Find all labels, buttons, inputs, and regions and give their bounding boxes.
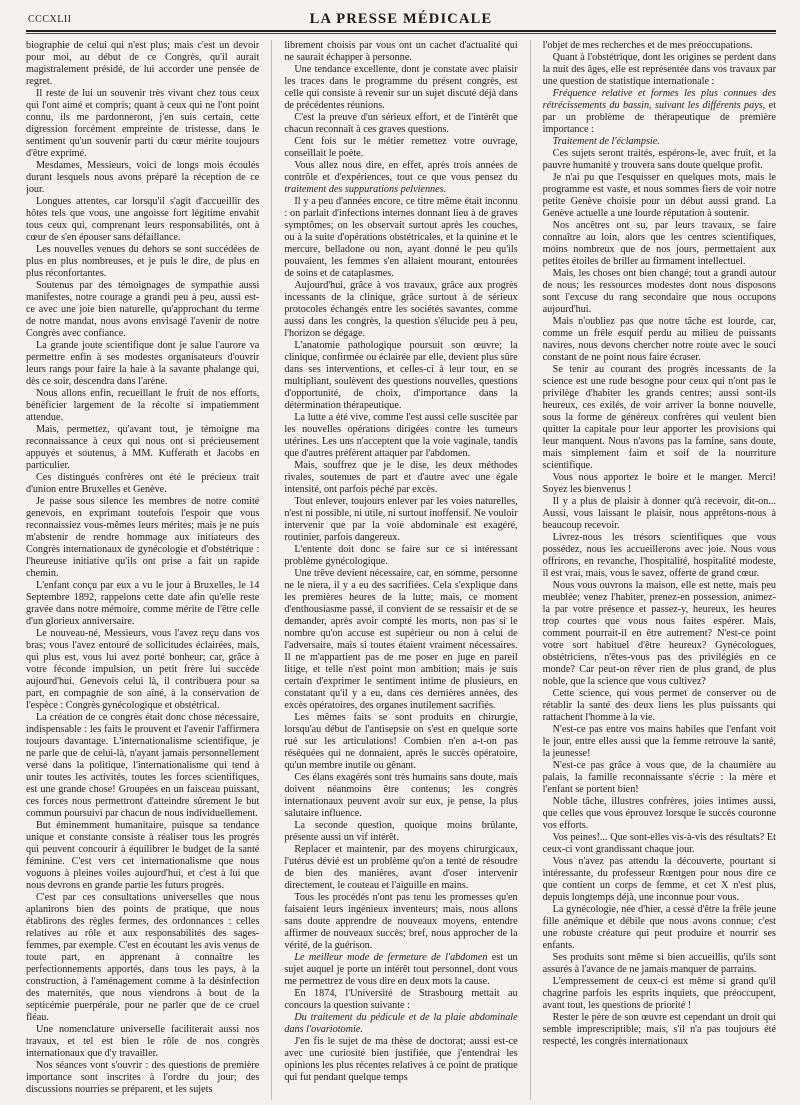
paragraph: But éminemment humanitaire, puisque sa tendance unique et constante consiste à réaliser tous les progrès qui peuvent concourir à équilibrer le budget de la santé féminine. C'est vers cet internationalisme que nous voguons à pleines voiles aujourd'hui, et c'est à lui que nous devrons en grande partie les futurs progrès.: [26, 820, 260, 891]
paragraph: Une nomenclature universelle faciliterait aussi nos travaux, et tel est bien le rôle de nos congrès internationaux que d'y travailler.: [26, 1024, 260, 1059]
paragraph: Mais n'oubliez pas que notre tâche est lourde, car, comme un frêle esquif perdu au milieu de puissants navires, nous devons chercher notre route avec le souci constant de ne point nous faire écraser.: [542, 316, 776, 363]
page-header: [26, 8, 776, 30]
paragraph: Une tendance excellente, dont je constate avec plaisir les traces dans le programme du présent congrès, est celle qui consiste à revenir sur un sujet discuté déjà dans de précédentes réunions.: [284, 64, 518, 111]
paragraph: L'entente doit donc se faire sur ce si intéressant problème gynécologique.: [284, 544, 518, 567]
paragraph: [543, 88, 776, 136]
journal-title: LA PRESSE MÉDICALE: [309, 11, 493, 27]
paragraph: L'anatomie pathologique poursuit son œuvre; la clinique, confirmée ou éclairée par elle, devient plus sûre dans ses interventions, et celles-ci à leur tour, en se multipliant, soulèvent des questions nouvelles, questions d'opportunité, de choix, d'importance dans la détermination thérapeutique.: [284, 340, 518, 411]
paragraph: Ces sujets seront traités, espérons-le, avec fruit, et la pauvre humanité y trouvera sans doute quelque profit.: [542, 148, 776, 171]
paragraph: Tous les procédés n'ont pas tenu les promesses qu'en faisaient leurs ingénieux inventeurs; mais, nous allons sans doute apprendre de nouveaux moyens, entendre affirmer de nouveaux succès; bref, nous approcher de la vérité, de la guérison.: [284, 892, 518, 951]
column-3: [543, 40, 776, 1100]
paragraph: Le nouveau-né, Messieurs, vous l'avez reçu dans vos bras; vous l'avez entouré de sollicitudes éclairées, mais, qui plus est, vous lui avez porté bonheur; car, grâce à votre féconde impulsion, un petit frère lui succède aujourd'hui. Genevois celui là, il contribuera pour sa part, en compagnie de son aîné, à la conservation de l'espèce : Congrès gynécologique et obstétrical.: [26, 628, 260, 711]
paragraph: La création de ce congrès était donc chose nécessaire, indispensable : les faits le prouvent et l'avenir l'affirmera toujours davantage. L'internationalisme scientifique, je ne parle que de celui-là, n'ayant jamais personnellement versé dans la politique, l'internationalisme qui tend à unir toutes les activités, toutes les forces scientifiques, est une grande chose! Groupées en un faisceau puissant, ces forces nous permettront d'atteindre sûrement le but commun poursuivi par chacun de nous individuellement.: [26, 712, 260, 819]
paragraph: Rester le père de son œuvre est cependant un droit qui semble imprescriptible; mais, s'il n'a pas toujours été respecté, les congrès internationaux: [542, 1012, 776, 1047]
paragraph: Vous n'avez pas attendu la découverte, pourtant si intéressante, du professeur Rœntgen pour nous dire ce que contient un corps de femme, et cet X n'est plus, depuis longtemps déjà, une inconnue pour vous.: [542, 856, 776, 903]
paragraph: Soutenus par des témoignages de sympathie aussi manifestes, notre courage a grandi peu à peu, aussi est-ce avec une joie bien naturelle, qu'approchant du terme de notre mandat, nous avons envisagé l'avenir de notre Congrès avec confiance.: [26, 280, 260, 339]
paragraph: Cent fois sur le métier remettez votre ouvrage, conseillait le poète.: [284, 136, 518, 159]
paragraph: Vous nous apportez le boire et le manger. Merci! Soyez les bienvenus !: [542, 472, 776, 495]
paragraph: Une trêve devient nécessaire, car, en somme, personne ne le niera, il y a eu des sacrifiées. Cela s'explique dans les premières heures de la lutte; mais, ce moment d'enthousiasme passé, il convient de se ressaisir et de se demander, après avoir compté les morts, non pas si le nombre qu'on accuse est supérieur ou non à celui de l'adversaire, mais si toutes étaient vraiment nécessaires. Il ne m'appartient pas de me poser en juge en pareil litige, et telle n'est point mon ambition; mais je suis certain d'exprimer le sentiment intime de plusieurs, en constatant qu'il y a eu, dans ces dernières années, des excès opératoires, des organes inutilement sacrifiés.: [284, 568, 518, 711]
paragraph: Nous allons enfin, recueillant le fruit de nos efforts, bénéficier largement de la récolte si impatiemment attendue.: [26, 388, 260, 423]
column-divider: [271, 40, 272, 1100]
column-1: [26, 40, 259, 1100]
paragraph: Mais, permettez, qu'avant tout, je témoigne ma reconnaissance à ceux qui nous ont si précieusement appuyés et soutenus, à MM. Kufferath et Jacobs en particulier.: [26, 424, 260, 471]
paragraph: Je n'ai pu que l'esquisser en quelques mots, mais le programme est vaste, et nous sommes fiers de voir notre petite Genève choisie pour un début aussi grand. La Genève actuelle a une lourde réputation à soutenir.: [542, 172, 776, 219]
paragraph: N'est-ce pas entre vos mains habiles que l'enfant voit le jour, entre elles aussi que la femme retrouve la santé, la jeunesse!: [542, 724, 776, 759]
paragraph: Quant à l'obstétrique, dont les origines se perdent dans la nuit des âges, elle est représentée dans vos travaux par une question de statistique internationale :: [542, 52, 776, 87]
paragraph: La grande joute scientifique dont je salue l'aurore va permettre enfin à ses modestes organisateurs d'ouvrir leurs rangs pour faire la haie à la savante phalange qui, dès ce soir, descendra dans l'arène.: [26, 340, 260, 387]
paragraph: J'en fis le sujet de ma thèse de doctorat; aussi est-ce avec une curiosité bien justifiée, que j'entendrai les opinions les plus récentes relatives à ce point de pratique qui fut pendant quelque temps: [284, 1036, 518, 1083]
italic-phrase: Le meilleur mode de fermeture de l'abdomen: [294, 952, 488, 963]
column-2: [284, 40, 517, 1100]
paragraph-text: Vous allez nous dire, en effet, après trois années de contrôle et d'expériences, tout ce que vous pensez du: [284, 160, 518, 183]
paragraph: Il y a plus de plaisir à donner qu'à recevoir, dit-on... Aussi, vous laissant le plaisir, nous apprêtons-nous à beaucoup recevoir.: [542, 496, 776, 531]
paragraph: C'est par ces consultations universelles que nous aplanirons bien des points de pratique, que nous établirons des règles fermes, des ordonnances : celles relatives au rôle et aux responsabilités des sages-femmes, par exemple. C'est en écoutant les avis venus de toute part, en apprenant à connaître les perfectionnements apportés, dans tous les pays, à la construction, à l'aménagement comme à la désinfection des maternités, que nous viendrons à bout de la septicémie puerpérale, pour ne parler que de ce cruel fléau.: [26, 892, 260, 1023]
paragraph: Tout enlever, toujours enlever par les voies naturelles, n'est ni possible, ni utile, ni surtout inoffensif. Ne vouloir intervenir que par la voie abdominale est exagéré, routinier, parfois dangereux.: [284, 496, 518, 543]
paragraph: librement choisis par vous ont un cachet d'actualité qui ne saurait échapper à personne.: [284, 40, 518, 63]
paragraph: L'empressement de ceux-ci est même si grand qu'il chagrine parfois les esprits inquiets, que préoccupent, avant tout, les questions de priorité !: [542, 976, 776, 1011]
paragraph: Ses produits sont même si bien accueillis, qu'ils sont assurés à l'avance de ne jamais manquer de parrains.: [542, 952, 776, 975]
paragraph-text: et par un problème de thérapeutique de première importance :: [542, 100, 776, 135]
paragraph: Nous vous ouvrons la maison, elle est nette, mais peu meublée; venez l'habiter, prenez-en possession, animez-la par votre présence et passez-y, heureux, les heures trop courtes que vous nous faites espérer. Mais, comment pourrait-il en être autrement? N'est-ce point votre sort habituel d'être heureux? Gynécologues, obstétriciens, n'êtes-vous pas des privilégiés en ce monde? Car peut-on rêver rien de plus grand, de plus noble, que la science que vous cultivez?: [542, 580, 776, 687]
paragraph: Vos peines!... Que sont-elles vis-à-vis des résultats? Et ceux-ci vont grandissant chaque jour.: [542, 832, 776, 855]
paragraph: En 1874, l'Université de Strasbourg mettait au concours la question suivante :: [284, 988, 518, 1011]
paragraph: Cette science, qui vous permet de conserver ou de rétablir la santé des deux liens les plus puissants qui rattachent l'homme à la vie.: [542, 688, 776, 723]
paragraph: Livrez-nous les trésors scientifiques que vous possédez, nous les accueillerons avec joie. Nous vous offrirons, en revanche, l'hospitalité, hospitalité modeste, il est vrai, mais, vous le savez, offerte de grand cœur.: [542, 532, 776, 579]
paragraph: Nos ancêtres ont su, par leurs travaux, se faire connaître au loin, alors que les centres scientifiques, moins nombreux que de nos jours, permettaient aux petites étoiles de briller au firmament intellectuel.: [542, 220, 776, 267]
paragraph: Ces élans exagérés sont très humains sans doute, mais doivent néanmoins être contenus; les congrès internationaux peuvent avoir sur eux, je pense, la plus salutaire influence.: [284, 772, 518, 819]
paragraph: Mesdames, Messieurs, voici de longs mois écoulés durant lesquels nous avons préparé la réception de ce jour.: [26, 160, 260, 195]
paragraph: L'enfant conçu par eux a vu le jour à Bruxelles, le 14 Septembre 1892, rappelons cette date afin qu'elle reste gravée dans notre mémoire, comme mérite de l'être celle d'un glorieux anniversaire.: [26, 580, 260, 627]
page-folio: CCCXLII: [28, 14, 72, 25]
paragraph-italic: Traitement de l'éclampsie.: [552, 136, 660, 147]
paragraph: Replacer et maintenir, par des moyens chirurgicaux, l'utérus dévié est un problème qu'on a tenté de résoudre de bien des manières, avant d'oser intervenir directement, le couteau et l'aiguille en mains.: [284, 844, 518, 891]
italic-phrase: traitement des suppurations pelviennes.: [284, 184, 447, 195]
paragraph: Se tenir au courant des progrès incessants de la science est une rude besogne pour ceux qui n'ont pas le privilège d'habiter les grands centres; aussi sont-ils heureux, ces exilés, de voir arriver la bonne nouvelle, sous la forme de généreux confrères qui veulent bien quitter la capitale pour leur apporter les provisions qui leur manquent. Nous n'avons pas la famine, sans doute, mais simplement faim et soif de la nourriture scientifique.: [542, 364, 776, 471]
paragraph: l'objet de mes recherches et de mes préoccupations.: [542, 40, 753, 51]
paragraph: Mais, souffrez que je le dise, les deux méthodes rivales, soutenues de part et d'autre avec une égale intensité, ont parfois péché par excès.: [284, 460, 518, 495]
paragraph: Mais, les choses ont bien changé; tout a grandi autour de nous; les ressources modestes dont nous disposons sont l'excuse du rang secondaire que nous occupons aujourd'hui.: [542, 268, 776, 315]
paragraph: [284, 952, 517, 988]
paragraph: [284, 160, 517, 196]
header-rule: [26, 30, 776, 34]
paragraph: La lutte a été vive, comme l'est aussi celle suscitée par les nouvelles opérations dirigées contre les tumeurs utérines. Les uns n'acceptent que la voie vaginale, tandis que d'autres préfèrent attaquer par l'abdomen.: [284, 412, 518, 459]
paragraph: Il y a peu d'années encore, ce titre même était inconnu : on parlait d'infections internes donnant lieu à de graves symptômes; on les observait surtout après les couches, ou à la suite d'opérations obstétricales, et la quinine et le mercure, belladone ou non, ayant donné le peu qu'ils pouvaient, les femmes s'en allaient mourant, entourées de soins et de cataplasmes.: [284, 196, 518, 279]
paragraph: Noble tâche, illustres confrères, joies intimes aussi, que celles que vous éprouvez lorsque le succès couronne vos efforts.: [542, 796, 776, 831]
paragraph: Aujourd'hui, grâce à vos travaux, grâce aux progrès incessants de la clinique, grâce surtout à de sérieux protocoles échangés entre les sociétés savantes, comme aussi dans les congrès, la question s'élucide peu à peu, l'horizon se dégage.: [284, 280, 518, 339]
paragraph: Ces distingués confrères ont été le précieux trait d'union entre Bruxelles et Genève.: [26, 472, 260, 495]
paragraph: N'est-ce pas grâce à vous que, de la chaumière au palais, la famille reconnaissante s'écrie : la mère et l'enfant se portent bien!: [542, 760, 776, 795]
paragraph: Les mêmes faits se sont produits en chirurgie, lorsqu'au début de l'antisepsie on s'est en quelque sorte rué sur les articulations! Combien n'en a-t-on pas réséquées qui ne donnaient, après le succès opératoire, qu'un membre inutile ou gênant.: [284, 712, 518, 771]
paragraph-italic: Du traitement du pédicule et de la plaie abdominale dans l'ovariotomie.: [284, 1012, 518, 1035]
paragraph: Les nouvelles venues du dehors se sont succédées de plus en plus nombreuses, et je puis le dire, de plus en plus réconfortantes.: [26, 244, 260, 279]
paragraph: Je passe sous silence les membres de notre comité genevois, en exprimant toutefois l'espoir que vous reconnaissiez vous-mêmes leurs mérites; mais je ne puis m'abstenir de rendre hommage aux initiateurs des Congrès internationaux de gynécologie et d'obstétrique : l'heureuse initiative qu'ils ont prise a fait un rapide chemin.: [26, 496, 260, 579]
italic-phrase: Fréquence relative et formes les plus connues des rétrécissements du bassin, suivant les différents pays,: [542, 88, 776, 111]
paragraph: Nos séances vont s'ouvrir : des questions de première importance sont inscrites à l'ordre du jour; des discussions nourries se préparent, et les sujets: [26, 1060, 260, 1095]
column-divider: [530, 40, 531, 1100]
paragraph: Longues attentes, car lorsqu'il s'agit d'accueillir des hôtes tels que vous, une angoisse fort légitime envahit tous ceux qui, comprenant leurs responsabilités, ont à cœur de s'en épouser sans défaillance.: [26, 196, 260, 243]
paragraph: La gynécologie, née d'hier, a cessé d'être la frêle jeune fille anémique et débile que nous avons connue; c'est une robuste créature qui peut produire et nourrir ses enfants.: [542, 904, 776, 951]
paragraph: Il reste de lui un souvenir très vivant chez tous ceux qui l'ont aimé et compris; quant à ceux qui ne l'ont point connu, ils me pardonneront, j'en suis certain, cette digression forcément empreinte de tristesse, dans le sentiment qu'un souvenir parti du cœur mérite toujours d'être exprimé.: [26, 88, 260, 159]
article-columns: [26, 40, 776, 1100]
paragraph: La seconde question, quoique moins brûlante, présente aussi un vif intérêt.: [284, 820, 518, 843]
paragraph: C'est la preuve d'un sérieux effort, et de l'intérêt que chacun reconnaît à ces graves questions.: [284, 112, 518, 135]
paragraph-text: est un sujet auquel je porte un intérêt tout personnel, dont vous me permettrez de vous dire en deux mots la cause.: [284, 952, 518, 987]
paragraph: biographie de celui qui n'est plus; mais c'est un devoir pour moi, au début de ce Congrès, qu'il aurait magistralement présidé, de lui accorder une pensée de regret.: [26, 40, 260, 87]
